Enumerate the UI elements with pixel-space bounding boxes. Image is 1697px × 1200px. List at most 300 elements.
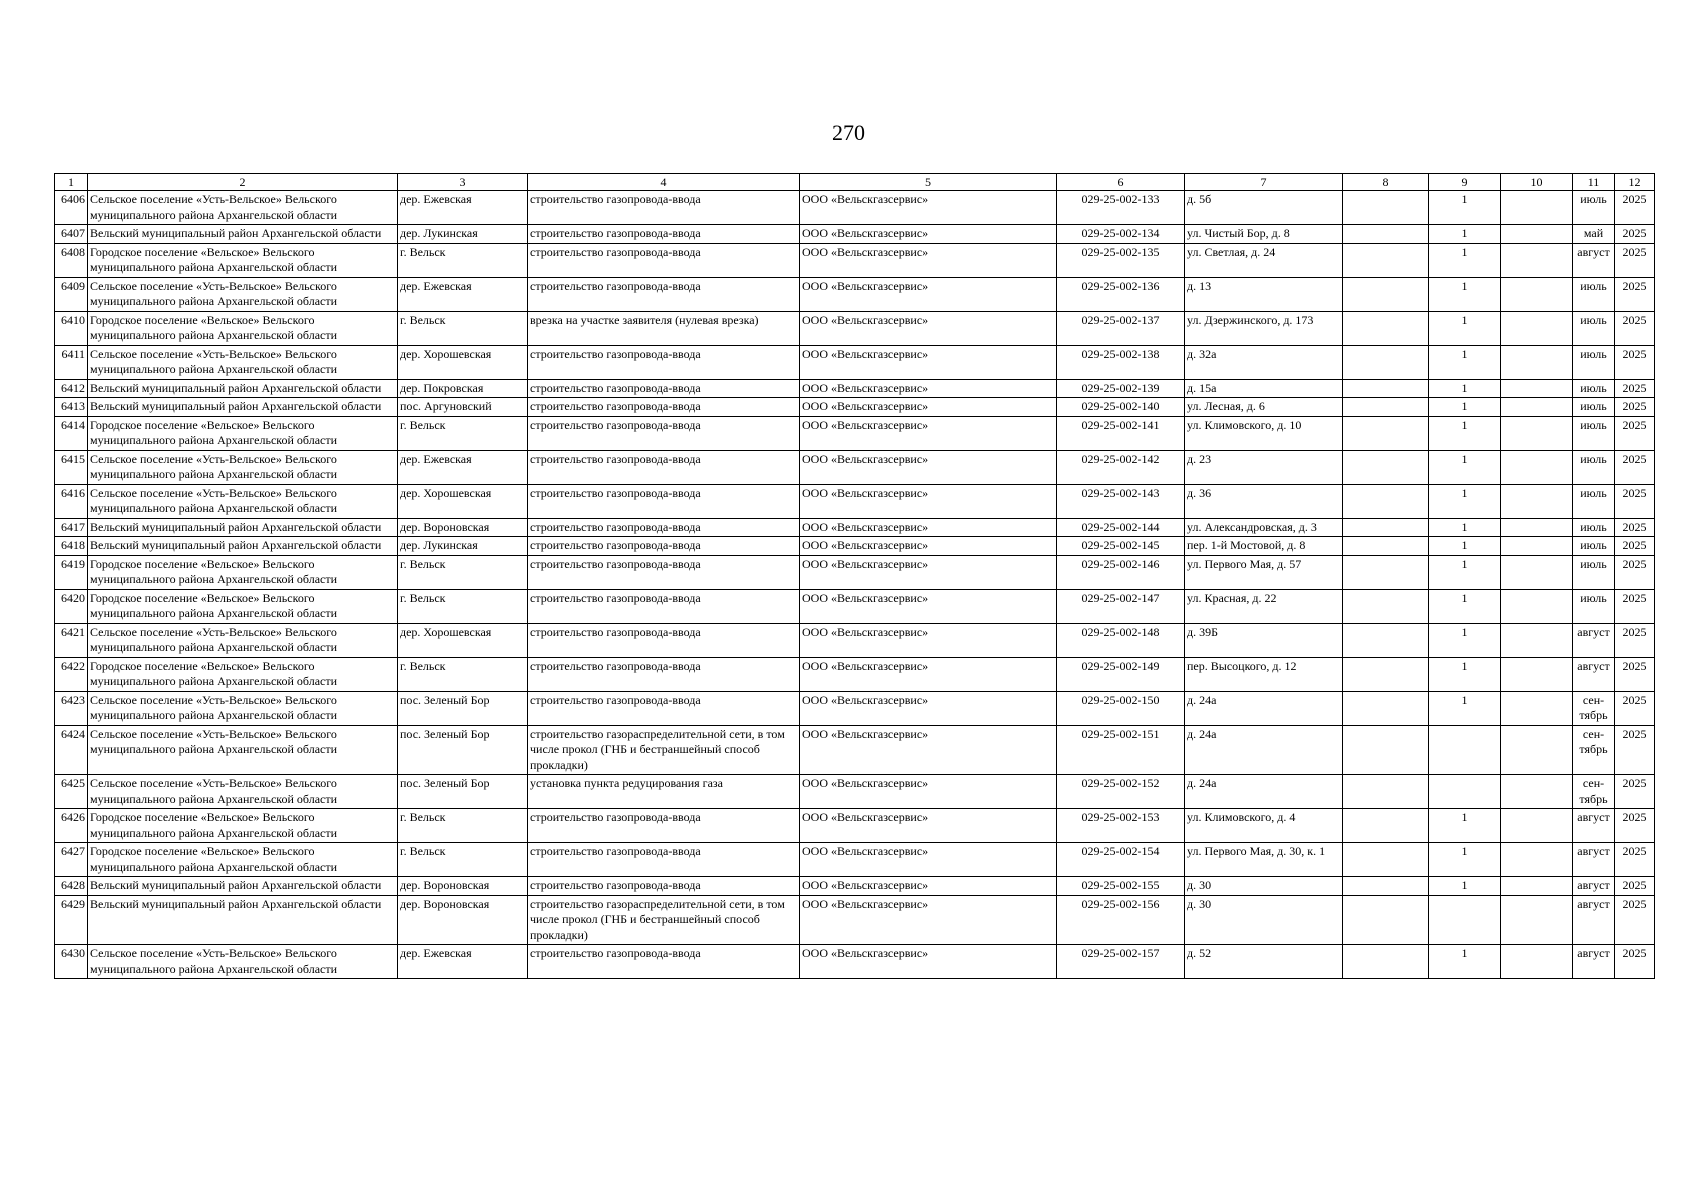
organization-cell: ООО «Вельскгазсервис»: [800, 398, 1057, 417]
table-row: [55, 537, 1655, 556]
address-cell: д. 5б: [1185, 191, 1343, 225]
column-8-value-cell: [1343, 555, 1429, 589]
quantity-cell: 1: [1429, 623, 1501, 657]
organization-cell: ООО «Вельскгазсервис»: [800, 895, 1057, 945]
municipality-cell: Городское поселение «Вельское» Вельского муниципального района Архангельской области: [88, 657, 398, 691]
quantity-cell: 1: [1429, 843, 1501, 877]
organization-cell: ООО «Вельскгазсервис»: [800, 945, 1057, 979]
address-cell: д. 32а: [1185, 345, 1343, 379]
year-cell: 2025: [1615, 243, 1655, 277]
year-cell: 2025: [1615, 589, 1655, 623]
row-number-cell: 6414: [55, 416, 88, 450]
column-8-value-cell: [1343, 657, 1429, 691]
organization-cell: ООО «Вельскгазсервис»: [800, 243, 1057, 277]
locality-cell: г. Вельск: [398, 243, 528, 277]
object-code-cell: 029-25-002-141: [1057, 416, 1185, 450]
column-8-value-cell: [1343, 725, 1429, 775]
column-8-value-cell: [1343, 345, 1429, 379]
locality-cell: пос. Зеленый Бор: [398, 725, 528, 775]
object-code-cell: 029-25-002-146: [1057, 555, 1185, 589]
month-cell: август: [1573, 243, 1615, 277]
work-type-cell: строительство газопровода-ввода: [528, 450, 800, 484]
row-number-cell: 6420: [55, 589, 88, 623]
work-type-cell: строительство газопровода-ввода: [528, 484, 800, 518]
column-8-value-cell: [1343, 484, 1429, 518]
municipality-cell: Вельский муниципальный район Архангельской области: [88, 379, 398, 398]
table-row: [55, 518, 1655, 537]
month-cell: август: [1573, 809, 1615, 843]
work-type-cell: строительство газопровода-ввода: [528, 809, 800, 843]
locality-cell: дер. Ежевская: [398, 450, 528, 484]
table-row: [55, 843, 1655, 877]
table-row: [55, 243, 1655, 277]
month-cell: сен-тябрь: [1573, 775, 1615, 809]
table-body: [55, 191, 1655, 979]
row-number-cell: 6421: [55, 623, 88, 657]
object-code-cell: 029-25-002-138: [1057, 345, 1185, 379]
column-10-value-cell: [1501, 843, 1573, 877]
address-cell: ул. Чистый Бор, д. 8: [1185, 225, 1343, 244]
quantity-cell: 1: [1429, 657, 1501, 691]
row-number-cell: 6413: [55, 398, 88, 417]
locality-cell: дер. Покровская: [398, 379, 528, 398]
table-row: [55, 484, 1655, 518]
work-type-cell: строительство газопровода-ввода: [528, 623, 800, 657]
locality-cell: дер. Ежевская: [398, 191, 528, 225]
row-number-cell: 6422: [55, 657, 88, 691]
column-header: 3: [398, 174, 528, 191]
object-code-cell: 029-25-002-154: [1057, 843, 1185, 877]
column-8-value-cell: [1343, 450, 1429, 484]
object-code-cell: 029-25-002-142: [1057, 450, 1185, 484]
object-code-cell: 029-25-002-139: [1057, 379, 1185, 398]
row-number-cell: 6430: [55, 945, 88, 979]
table-row: [55, 450, 1655, 484]
row-number-cell: 6410: [55, 311, 88, 345]
year-cell: 2025: [1615, 691, 1655, 725]
column-10-value-cell: [1501, 691, 1573, 725]
municipality-cell: Городское поселение «Вельское» Вельского муниципального района Архангельской области: [88, 843, 398, 877]
municipality-cell: Городское поселение «Вельское» Вельского муниципального района Архангельской области: [88, 416, 398, 450]
work-type-cell: строительство газопровода-ввода: [528, 691, 800, 725]
header-row: [55, 174, 1655, 191]
row-number-cell: 6419: [55, 555, 88, 589]
municipality-cell: Сельское поселение «Усть-Вельское» Вельского муниципального района Архангельской области: [88, 725, 398, 775]
month-cell: август: [1573, 945, 1615, 979]
column-10-value-cell: [1501, 379, 1573, 398]
row-number-cell: 6429: [55, 895, 88, 945]
locality-cell: пос. Зеленый Бор: [398, 775, 528, 809]
work-type-cell: строительство газопровода-ввода: [528, 555, 800, 589]
organization-cell: ООО «Вельскгазсервис»: [800, 623, 1057, 657]
row-number-cell: 6406: [55, 191, 88, 225]
column-10-value-cell: [1501, 518, 1573, 537]
quantity-cell: 1: [1429, 945, 1501, 979]
object-code-cell: 029-25-002-157: [1057, 945, 1185, 979]
quantity-cell: 1: [1429, 589, 1501, 623]
object-code-cell: 029-25-002-149: [1057, 657, 1185, 691]
column-8-value-cell: [1343, 877, 1429, 896]
locality-cell: пос. Зеленый Бор: [398, 691, 528, 725]
address-cell: ул. Климовского, д. 4: [1185, 809, 1343, 843]
column-10-value-cell: [1501, 945, 1573, 979]
work-type-cell: строительство газопровода-ввода: [528, 398, 800, 417]
organization-cell: ООО «Вельскгазсервис»: [800, 225, 1057, 244]
locality-cell: дер. Ежевская: [398, 277, 528, 311]
organization-cell: ООО «Вельскгазсервис»: [800, 725, 1057, 775]
row-number-cell: 6407: [55, 225, 88, 244]
locality-cell: г. Вельск: [398, 657, 528, 691]
quantity-cell: [1429, 725, 1501, 775]
address-cell: д. 24а: [1185, 775, 1343, 809]
row-number-cell: 6411: [55, 345, 88, 379]
quantity-cell: [1429, 775, 1501, 809]
locality-cell: дер. Вороновская: [398, 518, 528, 537]
address-cell: д. 30: [1185, 877, 1343, 896]
table-row: [55, 398, 1655, 417]
locality-cell: г. Вельск: [398, 555, 528, 589]
locality-cell: дер. Вороновская: [398, 877, 528, 896]
year-cell: 2025: [1615, 450, 1655, 484]
object-code-cell: 029-25-002-148: [1057, 623, 1185, 657]
column-10-value-cell: [1501, 225, 1573, 244]
quantity-cell: 1: [1429, 809, 1501, 843]
municipality-cell: Сельское поселение «Усть-Вельское» Вельского муниципального района Архангельской области: [88, 623, 398, 657]
table-row: [55, 191, 1655, 225]
quantity-cell: 1: [1429, 398, 1501, 417]
row-number-cell: 6418: [55, 537, 88, 556]
quantity-cell: 1: [1429, 416, 1501, 450]
column-header: 2: [88, 174, 398, 191]
year-cell: 2025: [1615, 311, 1655, 345]
quantity-cell: 1: [1429, 379, 1501, 398]
month-cell: июль: [1573, 191, 1615, 225]
table-row: [55, 555, 1655, 589]
month-cell: июль: [1573, 484, 1615, 518]
year-cell: 2025: [1615, 277, 1655, 311]
locality-cell: г. Вельск: [398, 416, 528, 450]
month-cell: июль: [1573, 537, 1615, 556]
row-number-cell: 6409: [55, 277, 88, 311]
row-number-cell: 6426: [55, 809, 88, 843]
locality-cell: дер. Лукинская: [398, 537, 528, 556]
quantity-cell: 1: [1429, 311, 1501, 345]
column-header: 4: [528, 174, 800, 191]
column-10-value-cell: [1501, 657, 1573, 691]
table-row: [55, 877, 1655, 896]
municipality-cell: Городское поселение «Вельское» Вельского муниципального района Архангельской области: [88, 555, 398, 589]
month-cell: июль: [1573, 518, 1615, 537]
work-type-cell: строительство газопровода-ввода: [528, 537, 800, 556]
month-cell: июль: [1573, 379, 1615, 398]
column-10-value-cell: [1501, 416, 1573, 450]
address-cell: ул. Светлая, д. 24: [1185, 243, 1343, 277]
work-type-cell: строительство газопровода-ввода: [528, 277, 800, 311]
organization-cell: ООО «Вельскгазсервис»: [800, 843, 1057, 877]
address-cell: д. 24а: [1185, 691, 1343, 725]
organization-cell: ООО «Вельскгазсервис»: [800, 379, 1057, 398]
column-10-value-cell: [1501, 623, 1573, 657]
object-code-cell: 029-25-002-147: [1057, 589, 1185, 623]
municipality-cell: Городское поселение «Вельское» Вельского муниципального района Архангельской области: [88, 243, 398, 277]
address-cell: ул. Дзержинского, д. 173: [1185, 311, 1343, 345]
object-code-cell: 029-25-002-152: [1057, 775, 1185, 809]
work-type-cell: строительство газопровода-ввода: [528, 843, 800, 877]
work-type-cell: строительство газопровода-ввода: [528, 191, 800, 225]
municipality-cell: Городское поселение «Вельское» Вельского муниципального района Архангельской области: [88, 589, 398, 623]
locality-cell: пос. Аргуновский: [398, 398, 528, 417]
work-type-cell: строительство газопровода-ввода: [528, 657, 800, 691]
month-cell: июль: [1573, 277, 1615, 311]
row-number-cell: 6412: [55, 379, 88, 398]
column-8-value-cell: [1343, 623, 1429, 657]
column-10-value-cell: [1501, 895, 1573, 945]
table-row: [55, 623, 1655, 657]
organization-cell: ООО «Вельскгазсервис»: [800, 518, 1057, 537]
year-cell: 2025: [1615, 537, 1655, 556]
object-code-cell: 029-25-002-134: [1057, 225, 1185, 244]
row-number-cell: 6424: [55, 725, 88, 775]
year-cell: 2025: [1615, 657, 1655, 691]
work-type-cell: строительство газопровода-ввода: [528, 589, 800, 623]
quantity-cell: 1: [1429, 877, 1501, 896]
work-type-cell: строительство газопровода-ввода: [528, 877, 800, 896]
month-cell: май: [1573, 225, 1615, 244]
organization-cell: ООО «Вельскгазсервис»: [800, 345, 1057, 379]
column-10-value-cell: [1501, 537, 1573, 556]
column-8-value-cell: [1343, 398, 1429, 417]
address-cell: д. 24а: [1185, 725, 1343, 775]
work-type-cell: врезка на участке заявителя (нулевая врезка): [528, 311, 800, 345]
month-cell: июль: [1573, 450, 1615, 484]
column-10-value-cell: [1501, 243, 1573, 277]
organization-cell: ООО «Вельскгазсервис»: [800, 691, 1057, 725]
year-cell: 2025: [1615, 725, 1655, 775]
object-code-cell: 029-25-002-144: [1057, 518, 1185, 537]
month-cell: август: [1573, 895, 1615, 945]
quantity-cell: 1: [1429, 225, 1501, 244]
municipality-cell: Сельское поселение «Усть-Вельское» Вельского муниципального района Архангельской области: [88, 191, 398, 225]
table-row: [55, 725, 1655, 775]
address-cell: д. 52: [1185, 945, 1343, 979]
address-cell: д. 30: [1185, 895, 1343, 945]
column-10-value-cell: [1501, 589, 1573, 623]
work-type-cell: строительство газопровода-ввода: [528, 518, 800, 537]
table-row: [55, 809, 1655, 843]
municipality-cell: Вельский муниципальный район Архангельской области: [88, 877, 398, 896]
address-cell: ул. Александровская, д. 3: [1185, 518, 1343, 537]
municipality-cell: Вельский муниципальный район Архангельской области: [88, 895, 398, 945]
organization-cell: ООО «Вельскгазсервис»: [800, 589, 1057, 623]
month-cell: июль: [1573, 589, 1615, 623]
object-code-cell: 029-25-002-150: [1057, 691, 1185, 725]
address-cell: ул. Красная, д. 22: [1185, 589, 1343, 623]
year-cell: 2025: [1615, 345, 1655, 379]
table-row: [55, 895, 1655, 945]
year-cell: 2025: [1615, 945, 1655, 979]
year-cell: 2025: [1615, 225, 1655, 244]
column-header: 8: [1343, 174, 1429, 191]
organization-cell: ООО «Вельскгазсервис»: [800, 191, 1057, 225]
municipality-cell: Сельское поселение «Усть-Вельское» Вельского муниципального района Архангельской области: [88, 345, 398, 379]
column-10-value-cell: [1501, 311, 1573, 345]
quantity-cell: 1: [1429, 555, 1501, 589]
year-cell: 2025: [1615, 398, 1655, 417]
table-row: [55, 775, 1655, 809]
object-code-cell: 029-25-002-155: [1057, 877, 1185, 896]
row-number-cell: 6408: [55, 243, 88, 277]
work-type-cell: строительство газопровода-ввода: [528, 243, 800, 277]
address-cell: д. 36: [1185, 484, 1343, 518]
month-cell: август: [1573, 843, 1615, 877]
quantity-cell: [1429, 895, 1501, 945]
column-8-value-cell: [1343, 243, 1429, 277]
column-header: 11: [1573, 174, 1615, 191]
month-cell: июль: [1573, 555, 1615, 589]
quantity-cell: 1: [1429, 191, 1501, 225]
column-8-value-cell: [1343, 379, 1429, 398]
organization-cell: ООО «Вельскгазсервис»: [800, 277, 1057, 311]
table-row: [55, 589, 1655, 623]
column-header: 12: [1615, 174, 1655, 191]
column-header: 9: [1429, 174, 1501, 191]
column-header: 1: [55, 174, 88, 191]
organization-cell: ООО «Вельскгазсервис»: [800, 555, 1057, 589]
column-8-value-cell: [1343, 311, 1429, 345]
locality-cell: г. Вельск: [398, 843, 528, 877]
object-code-cell: 029-25-002-151: [1057, 725, 1185, 775]
object-code-cell: 029-25-002-140: [1057, 398, 1185, 417]
month-cell: июль: [1573, 345, 1615, 379]
locality-cell: дер. Лукинская: [398, 225, 528, 244]
table-row: [55, 277, 1655, 311]
organization-cell: ООО «Вельскгазсервис»: [800, 877, 1057, 896]
address-cell: д. 13: [1185, 277, 1343, 311]
month-cell: сен-тябрь: [1573, 725, 1615, 775]
row-number-cell: 6415: [55, 450, 88, 484]
column-8-value-cell: [1343, 945, 1429, 979]
address-cell: д. 23: [1185, 450, 1343, 484]
locality-cell: дер. Ежевская: [398, 945, 528, 979]
locality-cell: дер. Хорошевская: [398, 484, 528, 518]
quantity-cell: 1: [1429, 277, 1501, 311]
object-code-cell: 029-25-002-137: [1057, 311, 1185, 345]
year-cell: 2025: [1615, 623, 1655, 657]
column-10-value-cell: [1501, 725, 1573, 775]
column-8-value-cell: [1343, 809, 1429, 843]
row-number-cell: 6417: [55, 518, 88, 537]
column-8-value-cell: [1343, 191, 1429, 225]
organization-cell: ООО «Вельскгазсервис»: [800, 484, 1057, 518]
column-8-value-cell: [1343, 589, 1429, 623]
row-number-cell: 6416: [55, 484, 88, 518]
year-cell: 2025: [1615, 843, 1655, 877]
municipality-cell: Сельское поселение «Усть-Вельское» Вельского муниципального района Архангельской области: [88, 450, 398, 484]
quantity-cell: 1: [1429, 450, 1501, 484]
year-cell: 2025: [1615, 895, 1655, 945]
table-row: [55, 345, 1655, 379]
municipality-cell: Вельский муниципальный район Архангельской области: [88, 518, 398, 537]
table-row: [55, 657, 1655, 691]
object-code-cell: 029-25-002-153: [1057, 809, 1185, 843]
month-cell: август: [1573, 877, 1615, 896]
column-10-value-cell: [1501, 450, 1573, 484]
address-cell: ул. Первого Мая, д. 57: [1185, 555, 1343, 589]
address-cell: ул. Лесная, д. 6: [1185, 398, 1343, 417]
table-row: [55, 691, 1655, 725]
municipality-cell: Вельский муниципальный район Архангельской области: [88, 398, 398, 417]
object-code-cell: 029-25-002-136: [1057, 277, 1185, 311]
quantity-cell: 1: [1429, 484, 1501, 518]
locality-cell: дер. Хорошевская: [398, 345, 528, 379]
year-cell: 2025: [1615, 416, 1655, 450]
locality-cell: дер. Вороновская: [398, 895, 528, 945]
month-cell: июль: [1573, 311, 1615, 345]
work-type-cell: строительство газопровода-ввода: [528, 416, 800, 450]
year-cell: 2025: [1615, 775, 1655, 809]
object-code-cell: 029-25-002-133: [1057, 191, 1185, 225]
municipality-cell: Вельский муниципальный район Архангельской области: [88, 225, 398, 244]
row-number-cell: 6425: [55, 775, 88, 809]
address-cell: пер. Высоцкого, д. 12: [1185, 657, 1343, 691]
column-8-value-cell: [1343, 843, 1429, 877]
column-10-value-cell: [1501, 555, 1573, 589]
column-8-value-cell: [1343, 895, 1429, 945]
year-cell: 2025: [1615, 809, 1655, 843]
quantity-cell: 1: [1429, 345, 1501, 379]
column-10-value-cell: [1501, 345, 1573, 379]
column-8-value-cell: [1343, 691, 1429, 725]
locality-cell: г. Вельск: [398, 589, 528, 623]
organization-cell: ООО «Вельскгазсервис»: [800, 311, 1057, 345]
row-number-cell: 6423: [55, 691, 88, 725]
column-10-value-cell: [1501, 398, 1573, 417]
year-cell: 2025: [1615, 379, 1655, 398]
object-code-cell: 029-25-002-156: [1057, 895, 1185, 945]
address-cell: д. 15а: [1185, 379, 1343, 398]
page-number: 270: [832, 120, 865, 145]
organization-cell: ООО «Вельскгазсервис»: [800, 450, 1057, 484]
locality-cell: г. Вельск: [398, 809, 528, 843]
row-number-cell: 6428: [55, 877, 88, 896]
municipality-cell: Городское поселение «Вельское» Вельского муниципального района Архангельской области: [88, 311, 398, 345]
municipality-cell: Городское поселение «Вельское» Вельского муниципального района Архангельской области: [88, 809, 398, 843]
column-header: 7: [1185, 174, 1343, 191]
quantity-cell: 1: [1429, 537, 1501, 556]
municipality-cell: Сельское поселение «Усть-Вельское» Вельского муниципального района Архангельской области: [88, 484, 398, 518]
year-cell: 2025: [1615, 877, 1655, 896]
work-type-cell: строительство газопровода-ввода: [528, 379, 800, 398]
work-type-cell: установка пункта редуцирования газа: [528, 775, 800, 809]
municipality-cell: Сельское поселение «Усть-Вельское» Вельского муниципального района Архангельской области: [88, 945, 398, 979]
organization-cell: ООО «Вельскгазсервис»: [800, 809, 1057, 843]
work-type-cell: строительство газопровода-ввода: [528, 225, 800, 244]
column-10-value-cell: [1501, 877, 1573, 896]
quantity-cell: 1: [1429, 518, 1501, 537]
address-cell: ул. Первого Мая, д. 30, к. 1: [1185, 843, 1343, 877]
year-cell: 2025: [1615, 191, 1655, 225]
column-8-value-cell: [1343, 416, 1429, 450]
municipality-cell: Сельское поселение «Усть-Вельское» Вельского муниципального района Архангельской области: [88, 277, 398, 311]
organization-cell: ООО «Вельскгазсервис»: [800, 416, 1057, 450]
column-10-value-cell: [1501, 775, 1573, 809]
row-number-cell: 6427: [55, 843, 88, 877]
object-code-cell: 029-25-002-143: [1057, 484, 1185, 518]
table-row: [55, 225, 1655, 244]
address-cell: д. 39Б: [1185, 623, 1343, 657]
month-cell: июль: [1573, 416, 1615, 450]
quantity-cell: 1: [1429, 691, 1501, 725]
